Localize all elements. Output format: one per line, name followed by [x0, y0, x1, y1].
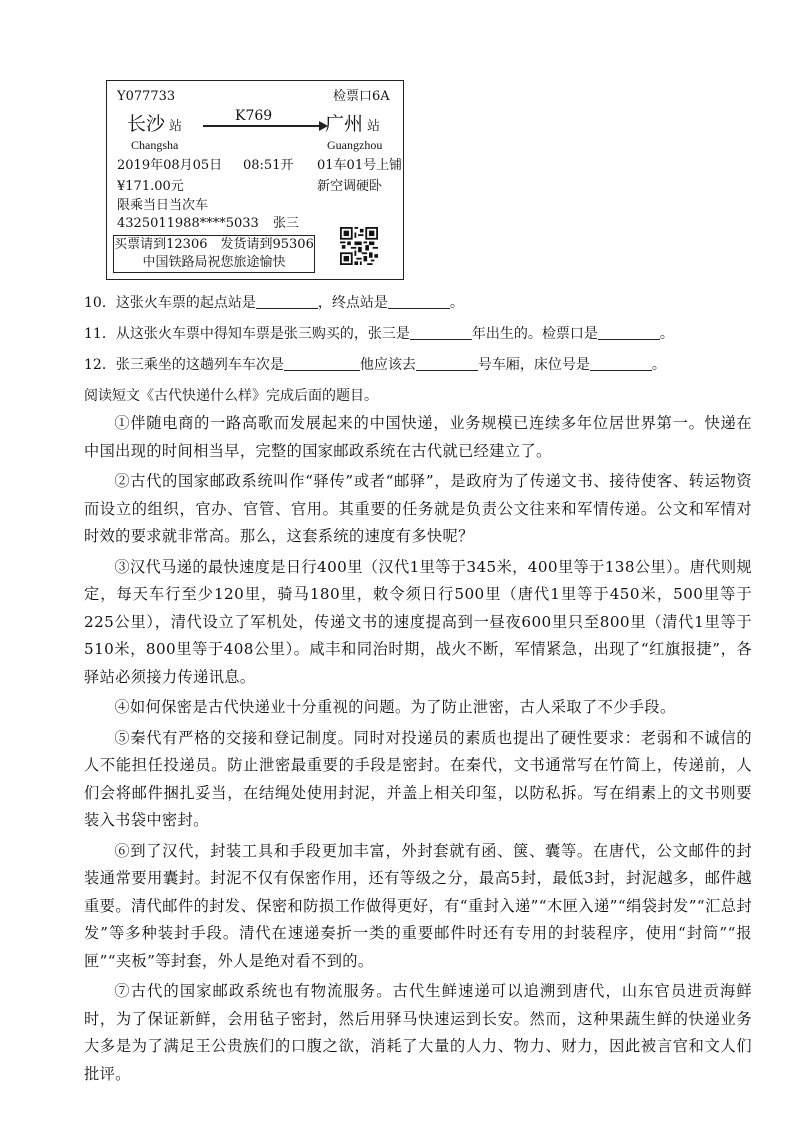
train-number: K769 [235, 108, 273, 124]
paragraph-4: ④如何保密是古代快递业十分重视的问题。为了防止泄密，古人采取了不少手段。 [114, 698, 676, 716]
train-ticket [106, 80, 404, 280]
to-station-suffix: 站 [367, 119, 381, 134]
ticket-passenger: 张三 [273, 216, 300, 231]
ticket-notice-box [113, 235, 315, 273]
paragraph-6: ⑥到了汉代，封装工具和手段更加丰富，外封套就有函、箧、囊等。在唐代，公文邮件的封装通常要用囊封。封泥不仅有保密作用，还有等级之分，最高5封，最低3封，封泥越多，邮件越重要。清代邮件的封发、保密和防损工作做得更好，有“重封入递”“木匣入递”“绢袋封发”“汇总封发”等多种装封手段。清代在速递奏折一类的重要邮件时还有专用的封装程序，使用“封筒”“报匣”“夹板”等封套，外人是绝对看不到的。 [84, 841, 752, 970]
ticket-seat: 01车01号上铺 [317, 158, 403, 173]
from-pinyin: Changsha [131, 138, 179, 152]
paragraph-5: ⑤秦代有严格的交接和登记制度。同时对投递员的素质也提出了硬性要求：老弱和不诚信的人不能担任投递员。防止泄密最重要的手段是密封。在秦代，文书通常写在竹简上，传递前，人们会将邮件捆扎妥当，在结绳处使用封泥，并盖上相关印玺，以防私拆。写在绢素上的文书则要装入书袋中密封。 [84, 728, 752, 829]
question-11: 11．从这张火车票中得知车票是张三购买的，张三是 年出生的。检票口是 。 [84, 326, 674, 342]
route-arrow-line [203, 125, 321, 127]
from-station: 长沙 站 [127, 113, 183, 135]
answer-blank[interactable] [410, 325, 472, 340]
answer-blank[interactable] [590, 356, 652, 371]
ticket-gate: 检票口6A [333, 89, 390, 104]
ticket-time: 08:51开 [243, 158, 294, 173]
paragraph-3: ③汉代马递的最快速度是日行400里（汉代1里等于345米，400里等于138公里）。唐代则规定，每天车行至少120里，骑马180里，敕令须日行500里（唐代1里等于450米，500里等于225公里），清代设立了军机处，传递文书的速度提高到一昼夜600里只至800里（清代1里等于510米，800里等于408公里）。咸丰和同治时期，战火不断，军情紧急，出现了“红旗报捷”，各驿站必须接力传递讯息。 [84, 557, 752, 686]
to-pinyin: Guangzhou [327, 138, 383, 152]
ticket-serial: Y077733 [117, 89, 176, 104]
ticket-restriction: 限乘当日当次车 [117, 198, 209, 213]
paragraph-2: ②古代的国家邮政系统叫作“驿传”或者“邮驿”，是政府为了传递文书、接待使客、转运物资而设立的组织，官办、官管、官用。其重要的任务就是负责公文往来和军情传递。公文和军情对时效的要求就非常高。那么，这套系统的速度有多快呢？ [84, 472, 752, 545]
paragraph-1: ①伴随电商的一路高歌而发展起来的中国快递，业务规模已连续多年位居世界第一。快递在中国出现的时间相当早，完整的国家邮政系统在古代就已经建立了。 [84, 414, 752, 460]
article-body [84, 410, 752, 1091]
answer-blank[interactable] [416, 356, 478, 371]
question-10: 10．这张火车票的起点站是 ，终点站是 。 [84, 295, 464, 311]
answer-blank[interactable] [256, 294, 318, 309]
notice-line-2: 中国铁路局祝您旅途愉快 [142, 255, 286, 270]
from-station-suffix: 站 [169, 119, 183, 134]
notice-line-1: 买票请到12306 发货请到95306 [114, 237, 314, 252]
to-station: 广州 站 [325, 113, 381, 135]
question-12: 12．张三乘坐的这趟列车车次是 他应该去 号车厢，床位号是 。 [84, 357, 666, 373]
reading-intro: 阅读短文《古代快递什么样》完成后面的题目。 [84, 388, 378, 404]
answer-blank[interactable] [284, 356, 360, 371]
ticket-date: 2019年08月05日 [117, 158, 223, 173]
answer-blank[interactable] [598, 325, 660, 340]
paragraph-7: ⑦古代的国家邮政系统也有物流服务。古代生鲜速递可以追溯到唐代，山东官员进贡海鲜时，为了保证新鲜，会用毡子密封，然后用驿马快速运到长安。然而，这种果蔬生鲜的快递业务大多是为了满足王公贵族们的口腹之欲，消耗了大量的人力、物力、财力，因此被言官和文人们批评。 [84, 982, 752, 1083]
ticket-id-number: 4325011988****5033 [117, 216, 259, 231]
qr-code-icon [340, 227, 378, 265]
ticket-seat-type: 新空调硬卧 [317, 179, 383, 194]
answer-blank[interactable] [388, 294, 450, 309]
ticket-price: ¥171.00元 [117, 179, 184, 194]
